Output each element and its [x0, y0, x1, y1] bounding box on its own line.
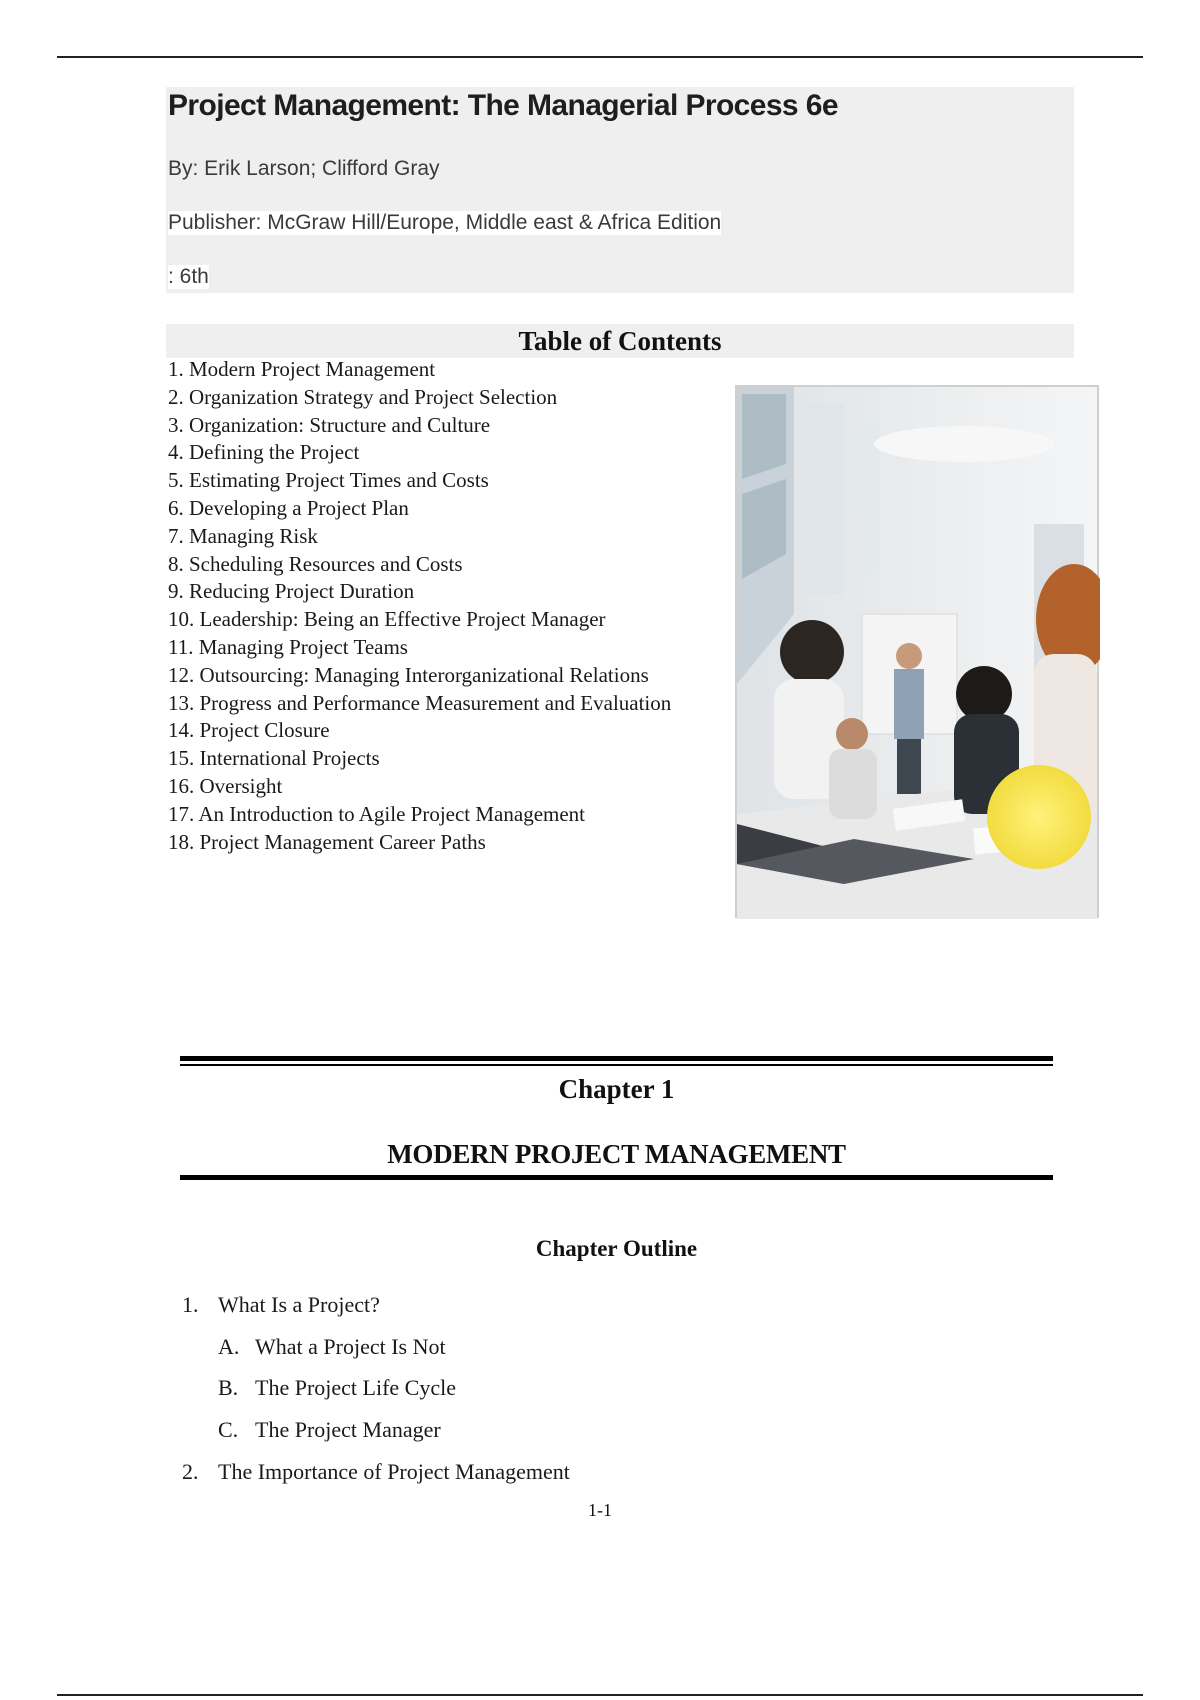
outline-text: The Project Manager [255, 1417, 441, 1442]
outline-item [218, 1375, 456, 1401]
outline-text: What Is a Project? [218, 1292, 380, 1317]
toc-item: 4. Defining the Project [168, 440, 360, 465]
toc-item: 12. Outsourcing: Managing Interorganizational Relations [168, 662, 649, 687]
toc-item: 18. Project Management Career Paths [168, 829, 486, 854]
page-top-rule [57, 56, 1143, 58]
chapter-rule [180, 1175, 1053, 1180]
toc-item: 10. Leadership: Being an Effective Project Manager [168, 607, 606, 632]
toc-item: 11. Managing Project Teams [168, 634, 408, 659]
toc-item: 2. Organization Strategy and Project Selection [168, 384, 558, 409]
book-authors: By: Erik Larson; Clifford Gray [168, 157, 440, 180]
toc-item: 8. Scheduling Resources and Costs [168, 551, 463, 576]
toc-item: 7. Managing Risk [168, 523, 318, 548]
outline-number: A. [218, 1334, 240, 1359]
toc-item: 1. Modern Project Management [168, 357, 436, 381]
toc-item: 16. Oversight [168, 773, 283, 798]
toc-item: 13. Progress and Performance Measurement and Evaluation [168, 690, 672, 715]
chapter-outline-heading: Chapter Outline [535, 1236, 698, 1261]
toc-list [168, 356, 688, 856]
toc-item: 15. International Projects [168, 746, 380, 771]
book-title: Project Management: The Managerial Process 6e [168, 89, 838, 122]
page-number: 1-1 [588, 1500, 612, 1520]
outline-number: 2. [182, 1459, 199, 1484]
page-bottom-rule [57, 1694, 1143, 1696]
chapter-rule [180, 1056, 1053, 1061]
chapter-title: MODERN PROJECT MANAGEMENT [387, 1139, 846, 1169]
toc-item: 3. Organization: Structure and Culture [168, 412, 491, 437]
outline-text: The Importance of Project Management [218, 1459, 570, 1484]
book-edition: : 6th [168, 265, 209, 288]
book-publisher: Publisher: McGraw Hill/Europe, Middle east & Africa Edition [168, 211, 722, 234]
outline-number: 1. [182, 1292, 199, 1317]
outline-item [218, 1417, 441, 1443]
chapter-rule [180, 1064, 1053, 1066]
outline-text: What a Project Is Not [255, 1334, 446, 1359]
outline-item [182, 1292, 380, 1318]
toc-heading: Table of Contents [166, 324, 1074, 358]
toc-item: 5. Estimating Project Times and Costs [168, 468, 489, 493]
toc-item: 6. Developing a Project Plan [168, 495, 409, 520]
outline-item [182, 1459, 570, 1485]
outline-number: C. [218, 1417, 239, 1442]
cover-image [734, 384, 1100, 919]
toc-item: 9. Reducing Project Duration [168, 579, 415, 604]
book-info-box [166, 87, 1074, 293]
outline-number: B. [218, 1375, 239, 1400]
toc-item: 17. An Introduction to Agile Project Management [168, 801, 586, 826]
toc-item: 14. Project Closure [168, 718, 330, 743]
chapter-number: Chapter 1 [558, 1074, 675, 1104]
outline-item [218, 1334, 446, 1360]
outline-text: The Project Life Cycle [255, 1375, 456, 1400]
